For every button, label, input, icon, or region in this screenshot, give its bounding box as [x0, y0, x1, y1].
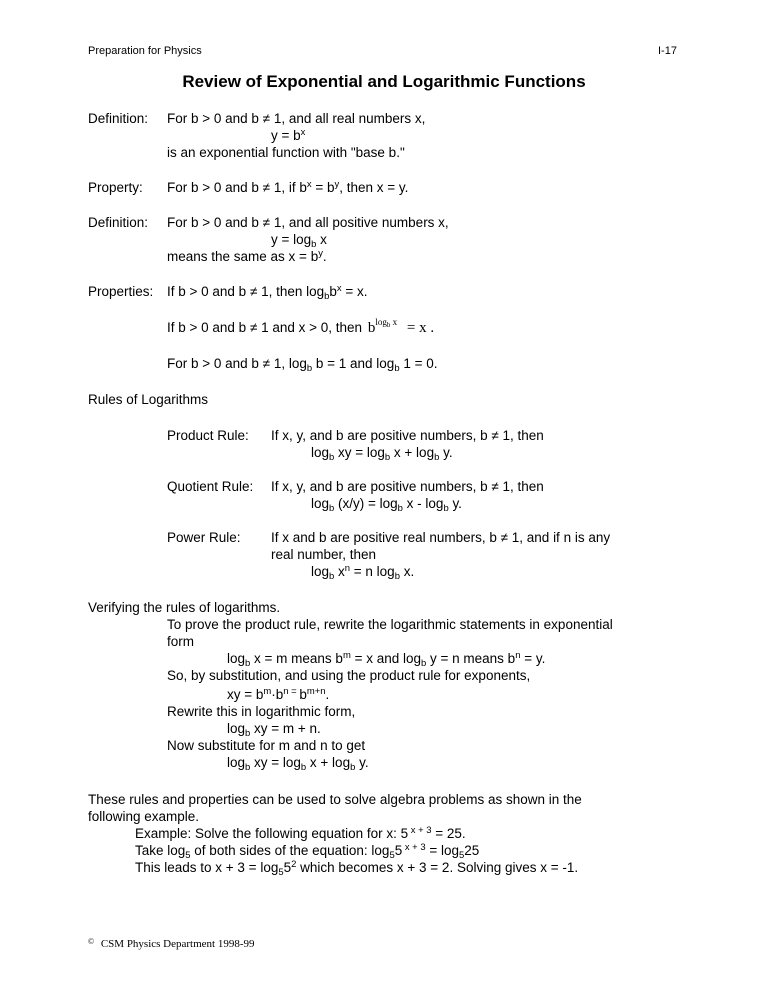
rule-equation: $\log_b$ xy = $\log_b x + \log_b y$. — [311, 445, 453, 463]
running-header-left: Preparation for Physics — [88, 45, 202, 57]
rule-label: Power Rule: — [167, 530, 241, 545]
paragraph-line: To prove the product rule, rewrite the logarithmic statements in exponential — [167, 617, 613, 632]
rule-text: real number, then — [271, 547, 377, 562]
properties-label: Properties: — [88, 284, 154, 299]
definition-equation: $y = b^x$ — [271, 127, 306, 143]
property-text: For b > 0 and b ≠ 1, if $b^x = b^y$, then x = y. — [167, 179, 409, 195]
example-line: Take $\log_5$ of both sides of the equation: $\log_55$ $^{x + 3} = \log_525$ — [135, 842, 480, 861]
definition-label: Definition: — [88, 111, 149, 126]
definition-text: For b > 0 and b ≠ 1, and all real numbers x, — [167, 111, 426, 126]
paragraph-line: Rewrite this in logarithmic form, — [167, 704, 356, 719]
definition-text: is an exponential function with "base b." — [167, 145, 405, 160]
footer-copyright: © CSM Physics Department 1998-99 — [88, 937, 255, 950]
equation-line: $\log_b x = m$ means $b^m = x$ and $\log_b y = n$ means $b^n = y$. — [227, 650, 546, 669]
definition-text: For b > 0 and b ≠ 1, and all positive numbers x, — [167, 215, 449, 230]
rule-label: Quotient Rule: — [167, 479, 254, 494]
property-log-values: For b > 0 and b ≠ 1, $\log_b b = 1$ and $\log_b 1 = 0$. — [167, 356, 438, 374]
copyright-icon: © — [88, 937, 95, 946]
section-heading: Rules of Logarithms — [88, 392, 209, 407]
definition-label: Definition: — [88, 215, 149, 230]
paragraph-line: So, by substitution, and using the product rule for exponents, — [167, 668, 531, 683]
equation-line: $\log_b$ xy = $\log_b x + \log_b y$. — [227, 755, 369, 773]
rule-text: If x, y, and b are positive numbers, b ≠ 1, then — [271, 428, 544, 443]
equation-line: xy = $b^m\cdot b^{n =}$ $b^{m+n}$. — [227, 686, 330, 702]
rule-equation: $\log_b (x/y) = \log_b x - \log_b y$. — [311, 496, 462, 514]
paragraph-line: following example. — [88, 809, 200, 824]
paragraph-line: These rules and properties can be used to solve algebra problems as shown in the — [88, 792, 582, 807]
page-number: I-17 — [658, 45, 677, 57]
paragraph-line: Now substitute for m and n to get — [167, 738, 366, 753]
paragraph-line: form — [167, 634, 194, 649]
equation-line: $\log_b$ xy = m + n. — [227, 721, 321, 739]
example-line: Example: Solve the following equation for x: 5 $^{x + 3}$ = 25. — [135, 825, 466, 841]
rule-equation: $\log_b x^n = n$ $\log_b x$. — [311, 563, 415, 582]
section-heading: Verifying the rules of logarithms. — [88, 600, 281, 615]
property-inverse-2: If b > 0 and b ≠ 1 and x > 0, then $b^{log_b x} = x$ . — [167, 317, 435, 336]
rule-label: Product Rule: — [167, 428, 249, 443]
definition-text: means the same as $x = b^y$. — [167, 248, 327, 264]
page-title: Review of Exponential and Logarithmic Functions — [182, 72, 586, 91]
rule-text: If x and b are positive real numbers, b ≠ 1, and if n is any — [271, 530, 611, 545]
definition-equation: $y = \log_b x$ — [271, 232, 327, 250]
example-line: This leads to $x + 3 = \log_55^2$ which becomes x + 3 = 2. Solving gives x = -1. — [135, 859, 579, 878]
property-inverse-1: If b > 0 and b ≠ 1, then $\log_bb^x = x$. — [167, 283, 368, 302]
property-label: Property: — [88, 180, 143, 195]
rule-text: If x, y, and b are positive numbers, b ≠ 1, then — [271, 479, 544, 494]
